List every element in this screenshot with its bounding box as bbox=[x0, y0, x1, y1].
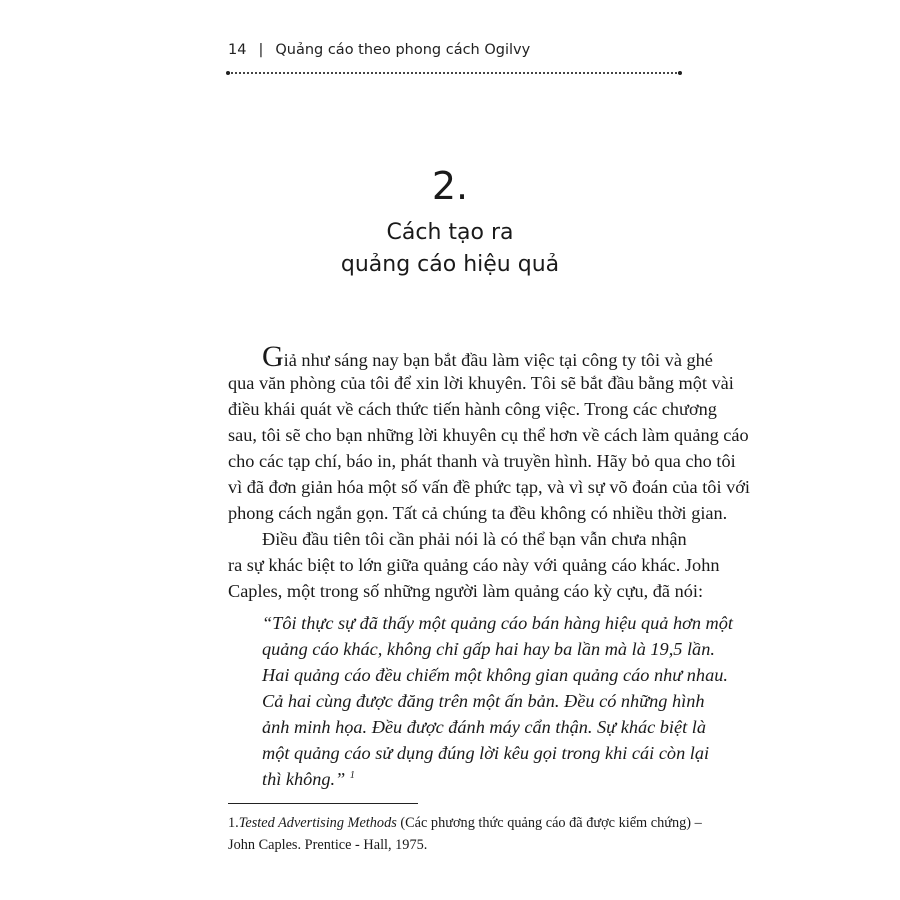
footnote-number: 1. bbox=[228, 815, 239, 831]
quote-line: Cả hai cùng được đăng trên một ấn bản. Đều có những hình bbox=[262, 691, 705, 711]
quote-line bbox=[262, 768, 678, 790]
quote-text: thì không.” bbox=[262, 769, 346, 789]
quote-line: quảng cáo khác, không chỉ gấp hai hay ba lần mà là 19,5 lần. bbox=[262, 639, 715, 659]
body-line: ra sự khác biệt to lớn giữa quảng cáo này với quảng cáo khác. John bbox=[228, 555, 720, 575]
body-line: qua văn phòng của tôi để xin lời khuyên. Tôi sẽ bắt đầu bằng một vài bbox=[228, 373, 734, 393]
body-line: cho các tạp chí, báo in, phát thanh và truyền hình. Hãy bỏ qua cho tôi bbox=[228, 451, 736, 471]
footnote-source-title: Tested Advertising Methods bbox=[238, 815, 397, 831]
body-line: phong cách ngắn gọn. Tất cả chúng ta đều không có nhiều thời gian. bbox=[228, 503, 728, 523]
footnote-text: (Các phương thức quảng cáo đã được kiểm chứng) – bbox=[400, 815, 702, 831]
body-line: vì đã đơn giản hóa một số vấn đề phức tạp, và vì sự võ đoán của tôi với bbox=[228, 477, 750, 497]
footnote-line: John Caples. Prentice - Hall, 1975. bbox=[228, 837, 428, 853]
body-line: điều khái quát về cách thức tiến hành công việc. Trong các chương bbox=[228, 399, 717, 419]
quote-line: một quảng cáo sử dụng đúng lời kêu gọi trong khi cái còn lại bbox=[262, 743, 710, 763]
chapter-title-line1: Cách tạo ra bbox=[386, 220, 514, 245]
header-separator: | bbox=[258, 42, 264, 58]
body-line: sau, tôi sẽ cho bạn những lời khuyên cụ thể hơn về cách làm quảng cáo bbox=[228, 425, 749, 445]
quote-line: “Tôi thực sự đã thấy một quảng cáo bán hàng hiệu quả hơn một bbox=[262, 613, 733, 633]
chapter-number: 2. bbox=[431, 164, 469, 208]
quote-line: Hai quảng cáo đều chiếm một không gian quảng cáo như nhau. bbox=[262, 665, 728, 685]
footnote-line bbox=[228, 814, 702, 832]
body-line: Điều đầu tiên tôi cần phải nói là có thể bạn vẫn chưa nhận bbox=[262, 529, 687, 549]
footnote-ref: 1 bbox=[349, 769, 355, 781]
page-number: 14 bbox=[228, 42, 247, 58]
header-dotted-rule bbox=[228, 72, 680, 74]
running-header bbox=[228, 42, 530, 58]
chapter-title-line2: quảng cáo hiệu quả bbox=[340, 252, 560, 277]
footnote-rule bbox=[228, 803, 418, 804]
body-text: iả như sáng nay bạn bắt đầu làm việc tại công ty tôi và ghé bbox=[283, 350, 713, 370]
body-line: Caples, một trong số những người làm quảng cáo kỳ cựu, đã nói: bbox=[228, 581, 704, 601]
drop-cap: G bbox=[262, 340, 284, 373]
book-title: Quảng cáo theo phong cách Ogilvy bbox=[275, 42, 531, 58]
body-line bbox=[262, 340, 713, 373]
quote-line: ảnh minh họa. Đều được đánh máy cẩn thận. Sự khác biệt là bbox=[262, 717, 706, 737]
